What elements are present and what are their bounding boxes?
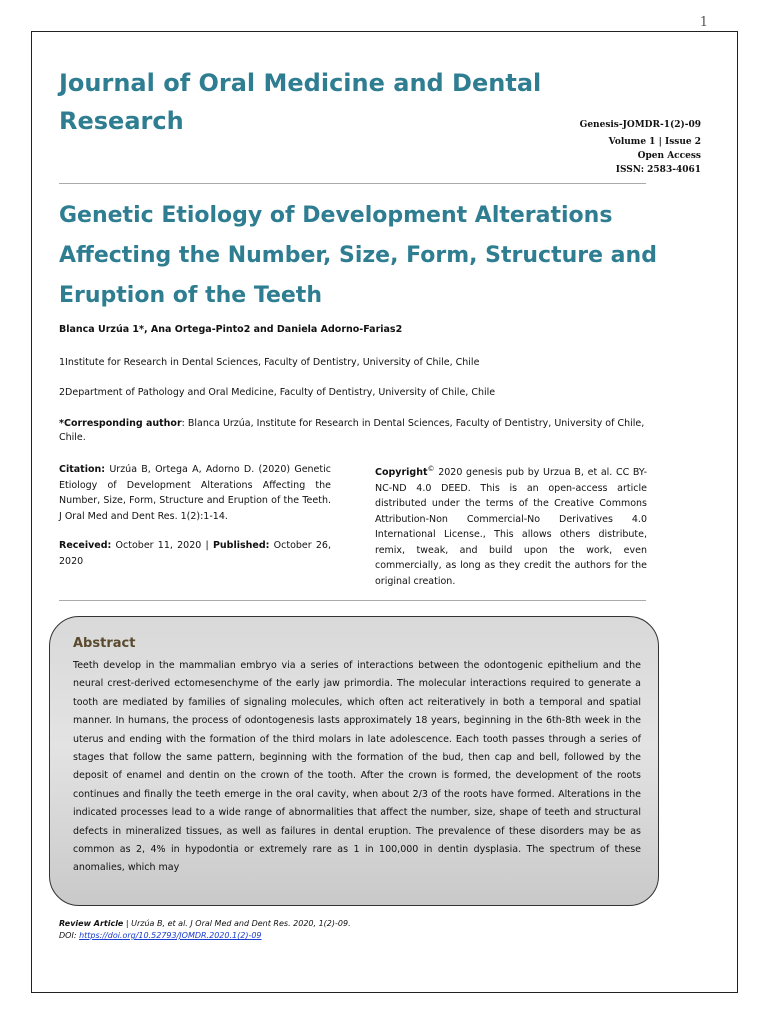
- corresponding-label: *Corresponding author: [59, 418, 182, 429]
- published-label: Published:: [212, 540, 270, 551]
- copyright-column: [375, 462, 647, 589]
- volume-issue: Volume 1 | Issue 2: [608, 137, 701, 147]
- abstract-box: [49, 616, 659, 906]
- footer-citation: | Urzúa B, et al. J Oral Med and Dent Res. 2020, 1(2)-09.: [123, 919, 351, 928]
- copyright-symbol: ©: [427, 465, 435, 473]
- citation-column: [59, 462, 331, 569]
- received-date: October 11, 2020 |: [111, 540, 213, 551]
- issn: ISSN: 2583-4061: [615, 165, 701, 175]
- affiliation-2: 2Department of Pathology and Oral Medicine, Faculty of Dentistry, University of Chile, Chile: [59, 387, 496, 398]
- citation-text: Urzúa B, Ortega A, Adorno D. (2020) Genetic Etiology of Development Alterations Affecting the Number, Size, Form, Structure and Eruption of the Teeth. J Oral Med and Dent Res. 1(2):1-14.: [59, 464, 331, 522]
- abstract-text: Teeth develop in the mammalian embryo via a series of interactions between the odontogenic epithelium and the neural crest-derived ectomesenchyme of the early jaw primordia. The molecular interactions required to generate a tooth are mediated by families of signaling molecules, which often act reiteratively in both a temporal and spatial manner. In humans, the process of odontogenesis lasts approximately 18 years, beginning in the 6th-8th week in the uterus and ending with the formation of the third molars in late adolescence. Each tooth passes through a series of stages that follow the same pattern, beginning with the formation of the bud, then cap and bell, followed by the deposit of enamel and dentin on the crown of the tooth. After the crown is formed, the development of the roots continues and finally the teeth emerge in the oral cavity, when about 2/3 of the roots have formed. Alterations in the indicated processes lead to a wide range of abnormalities that affect the number, size, shape of teeth and structural defects in mineralized tissues, as well as failures in dental eruption. The prevalence of these disorders may be as common as 2, 4% in hypodontia or extremely rare as 1 in 100,000 in dentin dysplasia. The spectrum of these anomalies, which may: [73, 660, 641, 874]
- copyright-label: Copyright: [375, 467, 428, 479]
- journal-meta: [580, 118, 701, 177]
- doi-label: DOI:: [59, 931, 80, 940]
- page-footer: [59, 918, 351, 942]
- corresponding-author: [59, 417, 649, 445]
- journal-title: Journal of Oral Medicine and Dental Research: [59, 69, 542, 135]
- article-code: Genesis-JOMDR-1(2)-09: [579, 120, 701, 130]
- citation: [59, 462, 331, 524]
- dates: [59, 538, 331, 569]
- published-date: October 26, 2020: [59, 540, 332, 567]
- received-label: Received:: [59, 540, 112, 551]
- open-access-label: Open Access: [637, 151, 701, 161]
- corresponding-text: : Blanca Urzúa, Institute for Research in Dental Sciences, Faculty of Dentistry, University of Chile, Chile.: [59, 418, 645, 443]
- doi-link[interactable]: https://doi.org/10.52793/JOMDR.2020.1(2)-09: [79, 931, 262, 940]
- affiliation-1: 1Institute for Research in Dental Sciences, Faculty of Dentistry, University of Chile, Chile: [59, 357, 480, 368]
- article-type-label: Review Article: [59, 919, 124, 928]
- copyright-text: 2020 genesis pub by Urzua B, et al. CC BY-NC-ND 4.0 DEED. This is an open-access article distributed under the terms of the Creative Commons Attribution-Non Commercial-No Derivatives 4.0 International License., This allows others distribute, remix, tweak, and build upon the work, even commercially, as long as they credit the authors for the original creation.: [375, 467, 647, 587]
- section-divider: [59, 600, 646, 601]
- author-list: Blanca Urzúa 1*, Ana Ortega-Pinto2 and Daniela Adorno-Farias2: [59, 324, 403, 335]
- abstract-heading: Abstract: [73, 636, 136, 651]
- page-number: 1: [699, 15, 708, 30]
- citation-label: Citation:: [59, 464, 106, 475]
- header-divider: [59, 183, 646, 184]
- article-title: Genetic Etiology of Development Alterations Affecting the Number, Size, Form, Structure and Eruption of the Teeth: [59, 203, 657, 308]
